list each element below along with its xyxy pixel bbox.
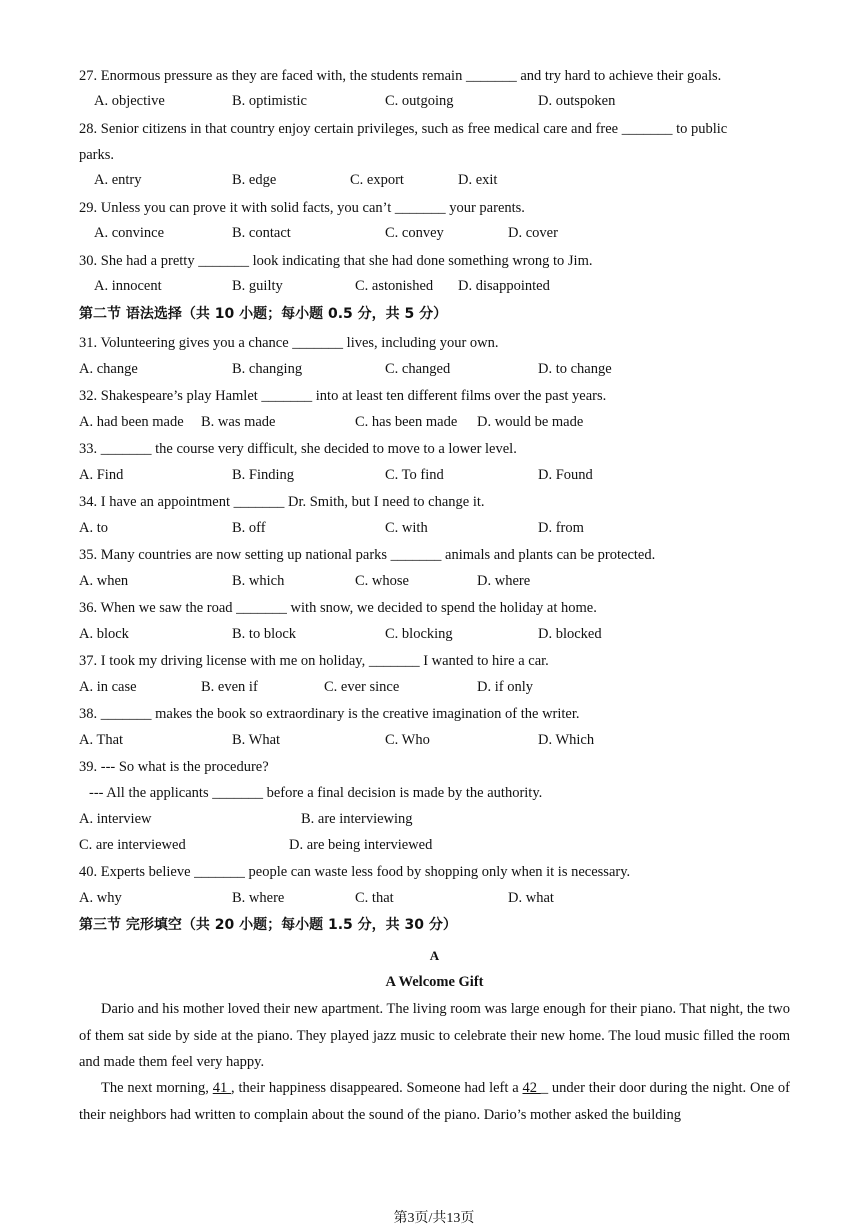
question-32-stem: 32. Shakespeare’s play Hamlet _______ into at least ten different films over the past years. (79, 388, 607, 404)
passage-paragraph-1: Dario and his mother loved their new apartment. The living room was large enough for their piano. That night, the two of them sat side by side at the piano. They played jazz music to celebrate their new home. The loud music filled the room and made them feel very happy. (79, 1001, 790, 1070)
blank-42: 42 (522, 1080, 541, 1096)
option-a: A. change (79, 361, 138, 377)
question-29-options (0, 225, 868, 243)
option-b: B. was made (201, 414, 276, 430)
option-b: B. Finding (232, 467, 295, 483)
question-36-options (0, 626, 868, 644)
option-b: B. which (232, 573, 285, 589)
section-2-heading: 第二节 语法选择（共 10 小题；每小题 0.5 分，共 5 分） (79, 306, 448, 322)
option-d: D. cover (508, 225, 558, 241)
question-38-stem: 38. _______ makes the book so extraordinary is the creative imagination of the writer. (79, 706, 580, 722)
option-c: C. ever since (324, 679, 400, 695)
option-b: B. to block (232, 626, 297, 642)
question-37-options (0, 679, 868, 697)
option-d: D. if only (477, 679, 533, 695)
passage-paragraph-2 (79, 1075, 790, 1128)
option-c: C. export (350, 172, 404, 188)
question-28-stem-cont: parks. (79, 147, 115, 163)
question-34-options (0, 520, 868, 538)
option-a: A. block (79, 626, 129, 642)
option-a: A. That (79, 732, 124, 748)
option-a: A. entry (94, 172, 142, 188)
option-d: D. what (508, 890, 554, 906)
option-a: A. objective (94, 93, 165, 109)
question-28-stem: 28. Senior citizens in that country enjoy certain privileges, such as free medical care and free _______ to public (79, 121, 728, 137)
option-d: D. where (477, 573, 531, 589)
option-b: B. changing (232, 361, 303, 377)
option-b: B. where (232, 890, 285, 906)
option-d: D. are being interviewed (289, 837, 433, 853)
option-d: D. would be made (477, 414, 584, 430)
option-a: A. convince (94, 225, 165, 241)
option-b: B. optimistic (232, 93, 307, 109)
option-b: B. edge (232, 172, 277, 188)
question-30-stem: 30. She had a pretty _______ look indicating that she had done something wrong to Jim. (79, 253, 593, 269)
option-a: A. innocent (94, 278, 162, 294)
option-c: C. has been made (355, 414, 458, 430)
paragraph-2-text-a: The next morning, (101, 1080, 213, 1096)
option-d: D. to change (538, 361, 612, 377)
question-35-stem: 35. Many countries are now setting up national parks _______ animals and plants can be protected. (79, 547, 656, 563)
option-c: C. changed (385, 361, 451, 377)
page-footer: 第3页/共13页 (393, 1211, 475, 1226)
option-a: A. had been made (79, 414, 184, 430)
option-d: D. outspoken (538, 93, 616, 109)
option-c: C. astonished (355, 278, 434, 294)
paragraph-2-text-c: _ under their door during the night. One of their neighbors had written to complain about the sound of the piano. Dario’s mother asked the building (79, 1080, 791, 1123)
option-a: A. when (79, 573, 129, 589)
question-37-stem: 37. I took my driving license with me on holiday, _______ I wanted to hire a car. (79, 653, 549, 669)
option-d: D. Which (538, 732, 595, 748)
question-27-stem: 27. Enormous pressure as they are faced with, the students remain _______ and try hard to achieve their goals. (79, 68, 722, 84)
option-c: C. blocking (385, 626, 453, 642)
question-31-stem: 31. Volunteering gives you a chance _______ lives, including your own. (79, 335, 499, 351)
option-a: A. Find (79, 467, 124, 483)
question-32-options (0, 414, 868, 432)
option-c: C. To find (385, 467, 444, 483)
option-d: D. blocked (538, 626, 602, 642)
question-39-stem: 39. --- So what is the procedure? (79, 759, 269, 775)
question-33-options (0, 467, 868, 485)
option-c: C. with (385, 520, 428, 536)
passage-label: A (429, 948, 440, 963)
paragraph-2-text-b: , their happiness disappeared. Someone had left a (231, 1080, 523, 1096)
question-39-options-row1 (0, 811, 868, 829)
option-b: B. contact (232, 225, 291, 241)
section-3-heading: 第三节 完形填空（共 20 小题；每小题 1.5 分，共 30 分） (79, 917, 457, 933)
question-34-stem: 34. I have an appointment _______ Dr. Smith, but I need to change it. (79, 494, 485, 510)
question-36-stem: 36. When we saw the road _______ with snow, we decided to spend the holiday at home. (79, 600, 597, 616)
question-31-options (0, 361, 868, 379)
option-c: C. Who (385, 732, 430, 748)
option-b: B. are interviewing (301, 811, 413, 827)
option-c: C. convey (385, 225, 444, 241)
option-d: D. Found (538, 467, 593, 483)
question-27-options (0, 93, 868, 111)
option-b: B. guilty (232, 278, 283, 294)
option-b: B. even if (201, 679, 258, 695)
option-c: C. are interviewed (79, 837, 186, 853)
question-30-options (0, 278, 868, 296)
option-a: A. why (79, 890, 122, 906)
question-28-options (0, 172, 868, 190)
question-38-options (0, 732, 868, 750)
passage-title: A Welcome Gift (385, 974, 484, 990)
option-d: D. disappointed (458, 278, 550, 294)
option-c: C. whose (355, 573, 409, 589)
option-d: D. exit (458, 172, 498, 188)
option-c: C. that (355, 890, 394, 906)
option-b: B. off (232, 520, 266, 536)
option-c: C. outgoing (385, 93, 454, 109)
blank-41: 41 (212, 1080, 232, 1096)
question-40-stem: 40. Experts believe _______ people can waste less food by shopping only when it is necessary. (79, 864, 631, 880)
option-a: A. interview (79, 811, 152, 827)
question-40-options (0, 890, 868, 908)
question-35-options (0, 573, 868, 591)
option-b: B. What (232, 732, 281, 748)
option-a: A. in case (79, 679, 137, 695)
question-39-options-row2 (0, 837, 868, 855)
question-29-stem: 29. Unless you can prove it with solid facts, you can’t _______ your parents. (79, 200, 525, 216)
option-d: D. from (538, 520, 584, 536)
question-39-stem-cont: --- All the applicants _______ before a final decision is made by the authority. (89, 785, 543, 801)
question-33-stem: 33. _______ the course very difficult, she decided to move to a lower level. (79, 441, 517, 457)
option-a: A. to (79, 520, 108, 536)
